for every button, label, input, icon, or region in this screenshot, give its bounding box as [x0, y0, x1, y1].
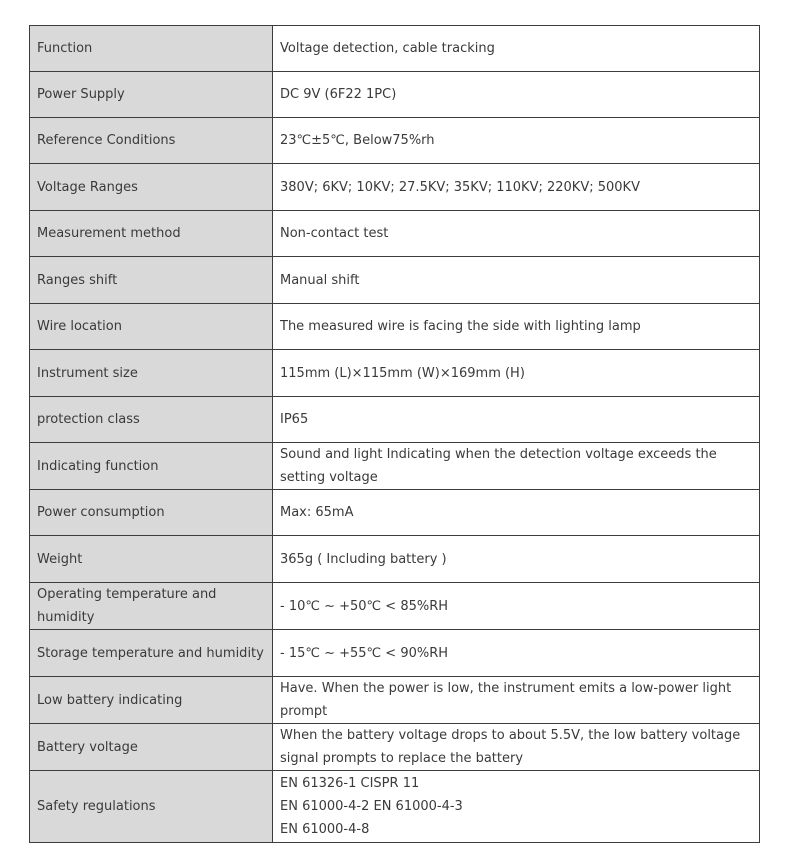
- spec-value: [273, 118, 760, 164]
- spec-row: [30, 118, 760, 164]
- spec-label: Power Supply: [30, 72, 273, 118]
- spec-row: [30, 536, 760, 583]
- spec-label: Wire location: [30, 304, 273, 350]
- spec-row: [30, 26, 760, 72]
- spec-value-line: Sound and light Indicating when the detection voltage exceeds the setting voltage: [280, 447, 717, 485]
- spec-value: [273, 304, 760, 350]
- spec-value-line: Non-contact test: [280, 226, 389, 241]
- spec-row: [30, 443, 760, 490]
- spec-label: Voltage Ranges: [30, 164, 273, 211]
- spec-value: [273, 724, 760, 771]
- spec-label: Power consumption: [30, 490, 273, 536]
- spec-value-line: IP65: [280, 412, 309, 427]
- spec-value-line: Have. When the power is low, the instrument emits a low-power light prompt: [280, 681, 732, 719]
- spec-label: Indicating function: [30, 443, 273, 490]
- spec-value: [273, 536, 760, 583]
- spec-value: [273, 72, 760, 118]
- spec-label: Battery voltage: [30, 724, 273, 771]
- spec-value: [273, 443, 760, 490]
- spec-value-line: When the battery voltage drops to about 5.5V, the low battery voltage signal prompts to replace the battery: [280, 728, 741, 766]
- spec-label: Weight: [30, 536, 273, 583]
- spec-value: [273, 211, 760, 257]
- spec-label: Storage temperature and humidity: [30, 630, 273, 677]
- spec-row: [30, 350, 760, 397]
- specification-table: [29, 25, 760, 843]
- spec-label: Low battery indicating: [30, 677, 273, 724]
- spec-row: [30, 490, 760, 536]
- spec-value-line: Max: 65mA: [280, 505, 354, 520]
- spec-row: [30, 677, 760, 724]
- spec-value-line: - 10℃ ~ +50℃ < 85%RH: [280, 598, 449, 614]
- spec-row: [30, 211, 760, 257]
- spec-value-line: 23℃±5℃, Below75%rh: [280, 133, 435, 148]
- spec-label: Instrument size: [30, 350, 273, 397]
- spec-value: [273, 257, 760, 304]
- spec-value: [273, 583, 760, 630]
- spec-label: protection class: [30, 397, 273, 443]
- spec-value-line: The measured wire is facing the side with lighting lamp: [280, 319, 641, 334]
- spec-value: [273, 397, 760, 443]
- spec-value-line: EN 61326-1 CISPR 11: [280, 776, 420, 791]
- spec-row: [30, 724, 760, 771]
- spec-value-line: DC 9V (6F22 1PC): [280, 87, 397, 102]
- spec-value-line: EN 61000-4-8: [280, 822, 370, 837]
- spec-row: [30, 72, 760, 118]
- spec-label: Ranges shift: [30, 257, 273, 304]
- spec-row: [30, 164, 760, 211]
- spec-row: [30, 583, 760, 630]
- spec-value: [273, 771, 760, 843]
- spec-value-line: Manual shift: [280, 272, 360, 288]
- spec-value: [273, 164, 760, 211]
- spec-label: Function: [30, 26, 273, 72]
- spec-value-line: - 15℃ ~ +55℃ < 90%RH: [280, 645, 449, 661]
- spec-value: [273, 26, 760, 72]
- spec-row: [30, 397, 760, 443]
- spec-value-line: EN 61000-4-2 EN 61000-4-3: [280, 799, 463, 814]
- spec-label: Safety regulations: [30, 771, 273, 843]
- spec-label: Measurement method: [30, 211, 273, 257]
- spec-value: [273, 677, 760, 724]
- spec-row: [30, 257, 760, 304]
- spec-label: Reference Conditions: [30, 118, 273, 164]
- spec-row: [30, 630, 760, 677]
- spec-value-line: 115mm (L)×115mm (W)×169mm (H): [280, 365, 525, 381]
- spec-value-line: 365g ( Including battery ): [280, 551, 447, 567]
- spec-value: [273, 490, 760, 536]
- spec-row: [30, 304, 760, 350]
- spec-row: [30, 771, 760, 843]
- spec-value: [273, 350, 760, 397]
- spec-value-line: Voltage detection, cable tracking: [280, 41, 495, 56]
- spec-value: [273, 630, 760, 677]
- spec-value-line: 380V; 6KV; 10KV; 27.5KV; 35KV; 110KV; 220KV; 500KV: [280, 179, 640, 195]
- spec-label: Operating temperature and humidity: [30, 583, 273, 630]
- specification-table-body: [30, 26, 760, 843]
